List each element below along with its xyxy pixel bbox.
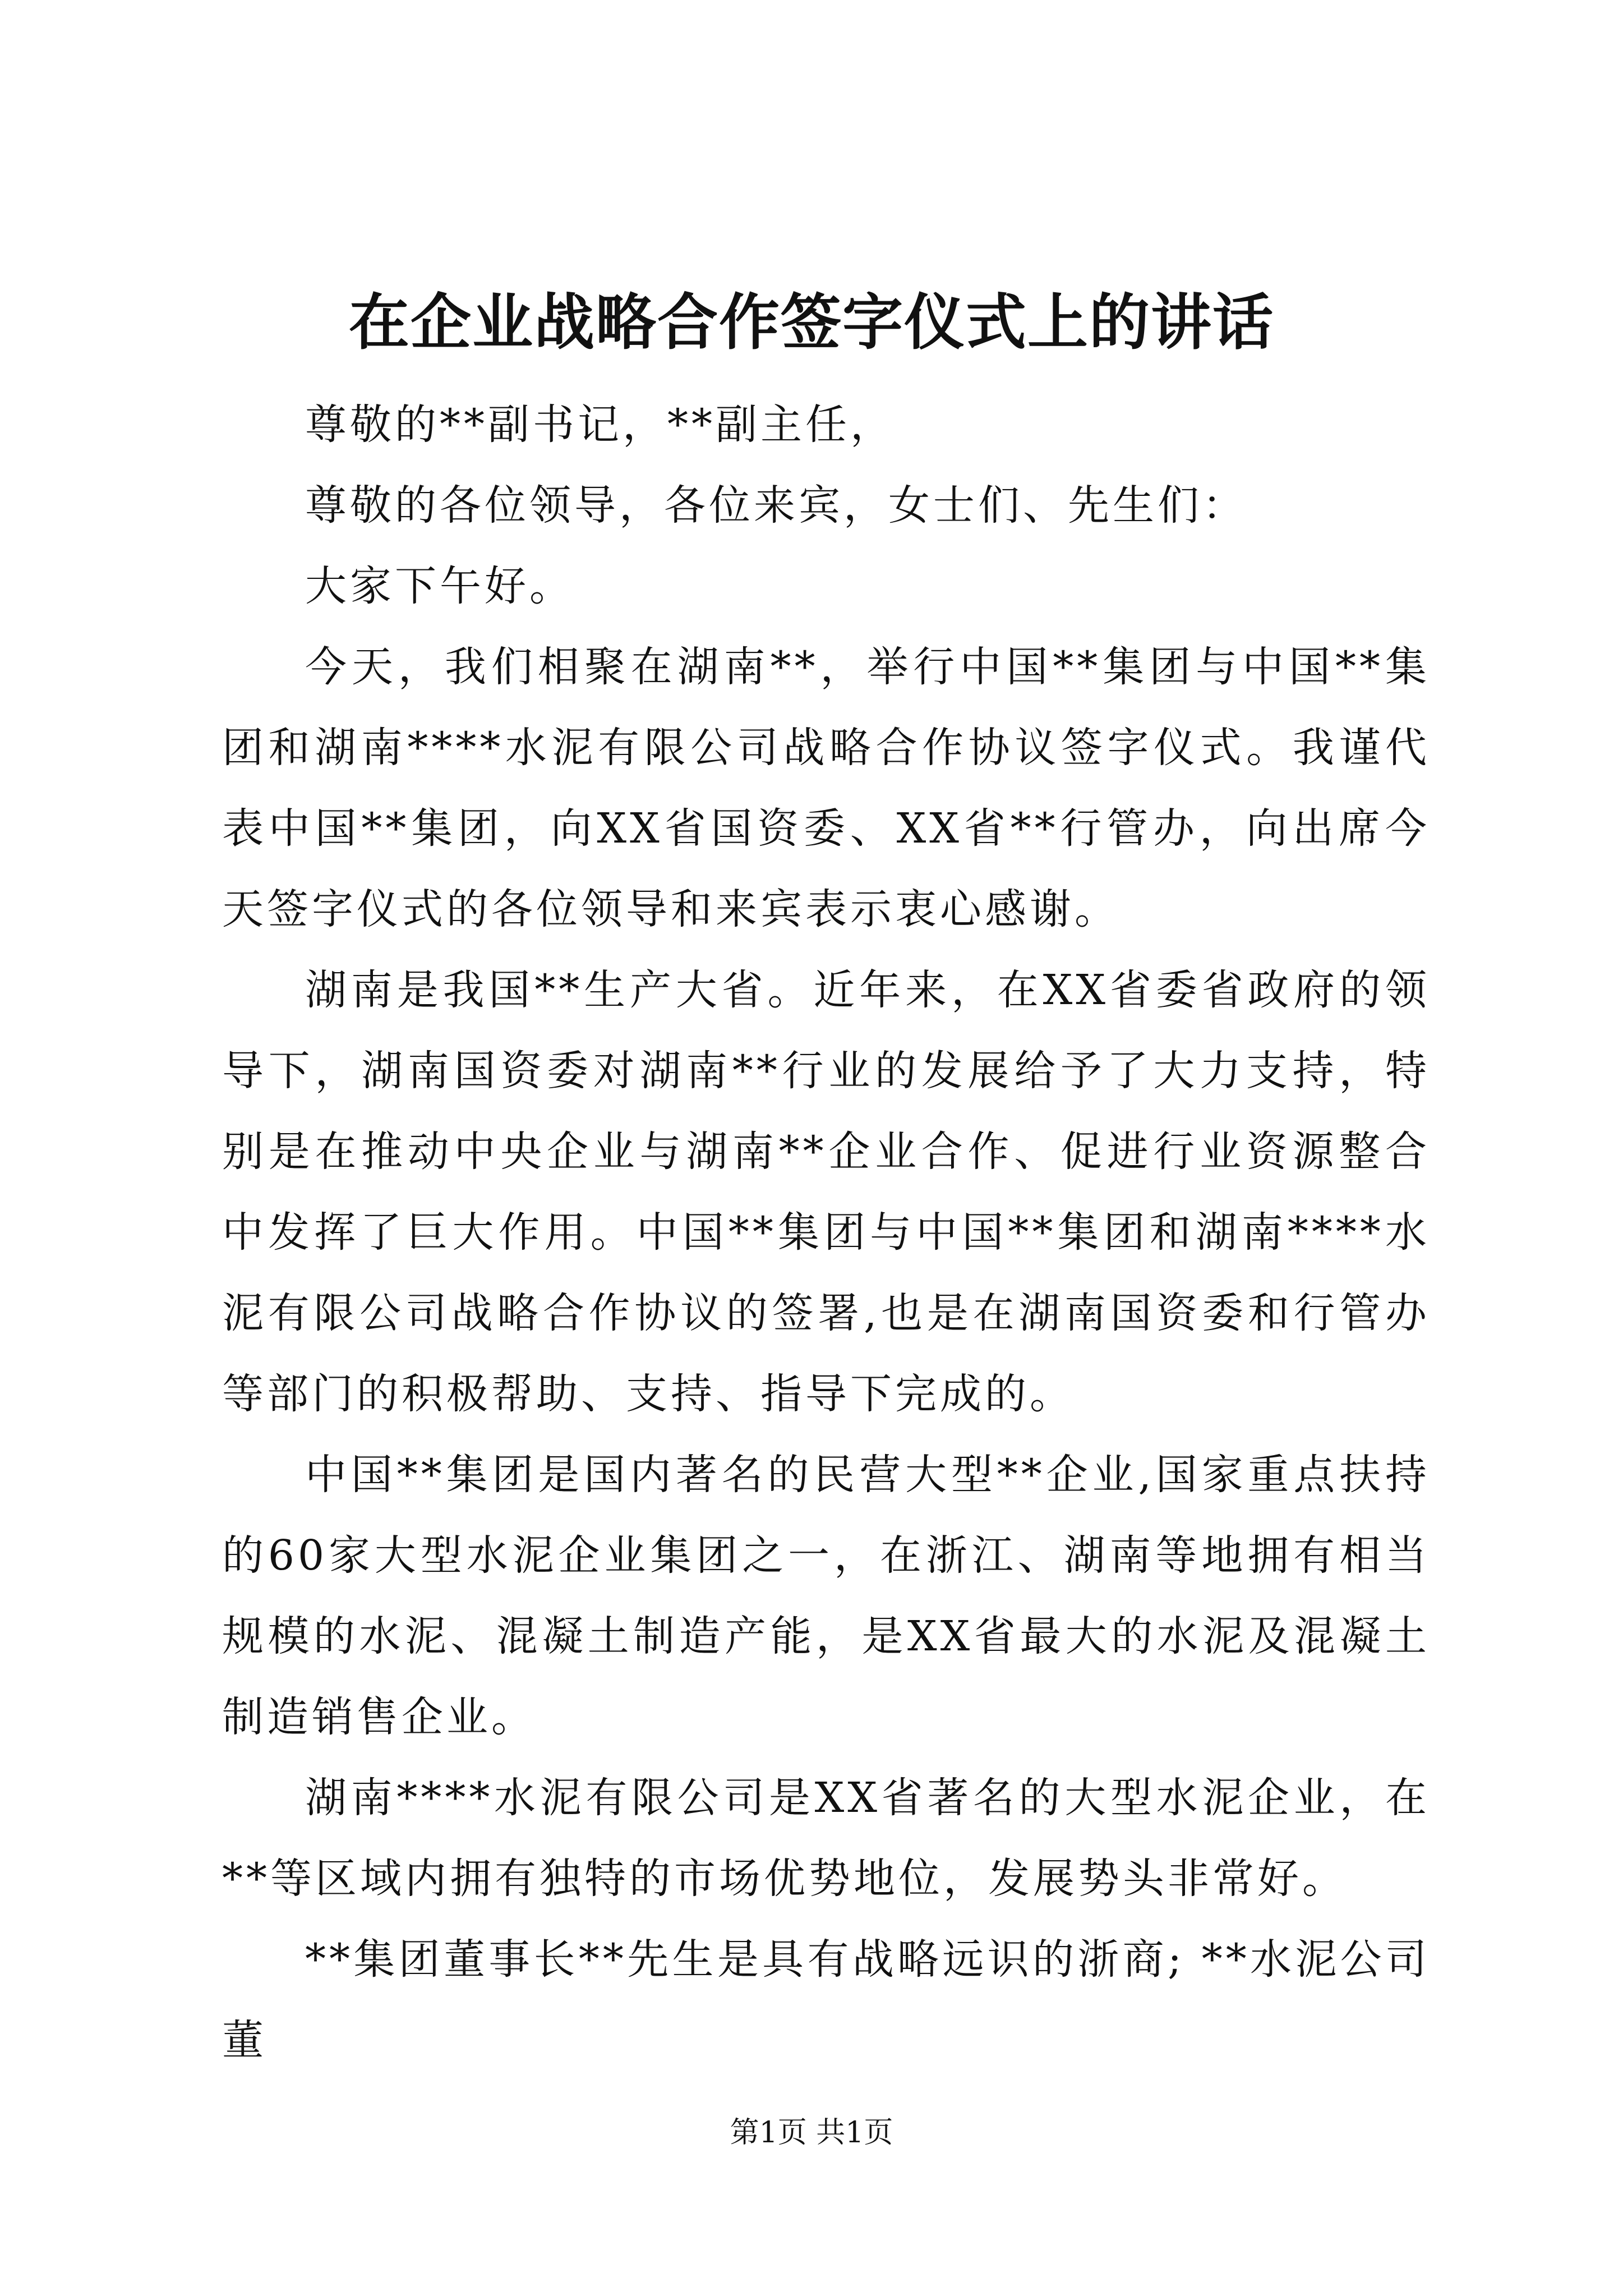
greeting: 大家下午好。 — [305, 562, 574, 610]
paragraph: 今天，我们相聚在湖南**，举行中国**集团与中国**集团和湖南****水泥有限公司战略合作协议签字仪式。我谨代表中国**集团，向XX省国资委、XX省**行管办，向出席今天签字仪式的各位领导和来宾表示衷心感谢。 — [222, 643, 1430, 933]
paragraph: 中国**集团是国内著名的民营大型**企业,国家重点扶持的60家大型水泥企业集团之一，在浙江、湖南等地拥有相当规模的水泥、混凝土制造产能，是XX省最大的水泥及混凝土制造销售企业。 — [222, 1451, 1430, 1741]
document-body — [222, 384, 1430, 2081]
page-footer: 第1页 共1页 — [730, 2116, 893, 2150]
paragraph: **集团董事长**先生是具有战略远识的浙商; **水泥公司董 — [222, 1935, 1430, 2064]
paragraph: 湖南****水泥有限公司是XX省著名的大型水泥企业，在**等区域内拥有独特的市场优势地位，发展势头非常好。 — [222, 1774, 1430, 1903]
salutation-1: 尊敬的**副书记，**副主任， — [305, 401, 895, 449]
paragraph: 湖南是我国**生产大省。近年来，在XX省委省政府的领导下，湖南国资委对湖南**行业的发展给予了大力支持，特别是在推动中央企业与湖南**企业合作、促进行业资源整合中发挥了巨大作用。中国**集团与中国**集团和湖南****水泥有限公司战略合作协议的签署,也是在湖南国资委和行管办等部门的积极帮助、支持、指导下完成的。 — [222, 966, 1430, 1418]
salutation-2: 尊敬的各位领导，各位来宾，女士们、先生们： — [305, 481, 1247, 530]
document-title: 在企业战略合作签字仪式上的讲话 — [348, 287, 1274, 358]
